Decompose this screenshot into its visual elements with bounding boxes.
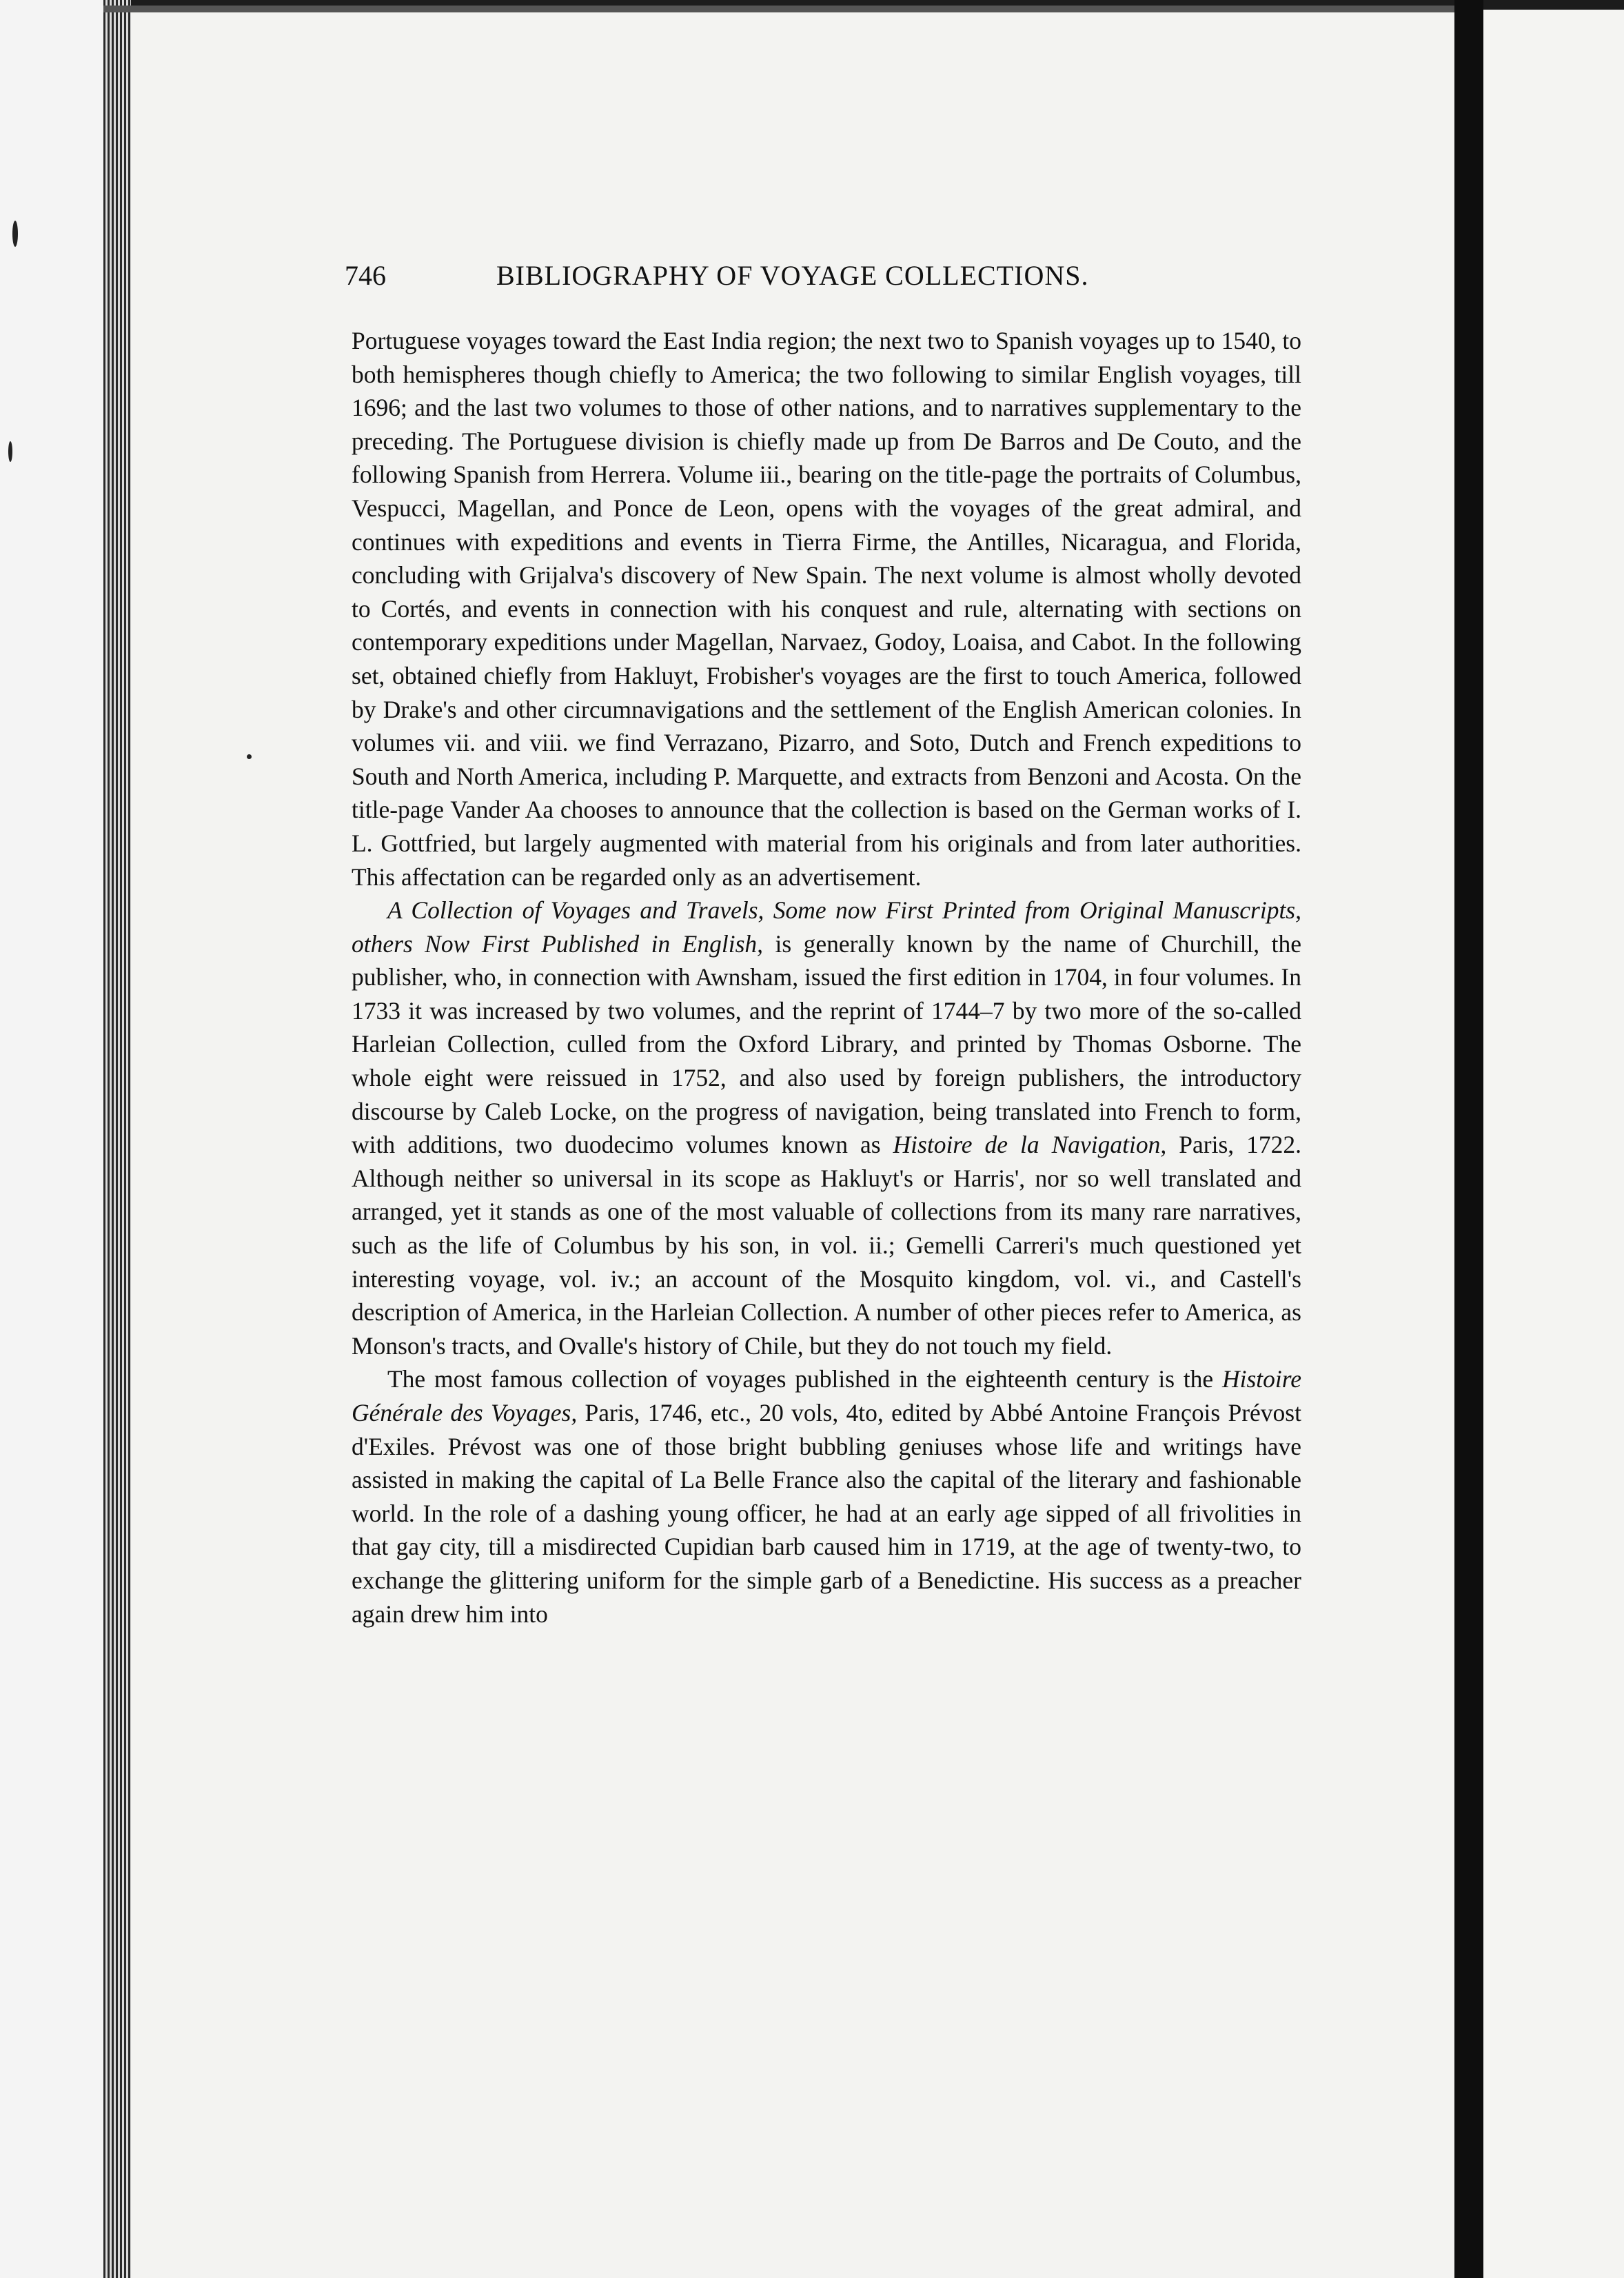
paragraph-2 [352,894,1301,1362]
facing-page-edge [1483,10,1624,2278]
paragraph-1: Portuguese voyages toward the East India region; the next two to Spanish voyages up to 1540, to both hemispheres though chiefly to America; the two following to similar English voyages, till 1696; and the last two volumes to those of other nations, and to narratives supplementary to the preceding. The Portuguese division is chiefly made up from De Barros and De Couto, and the following Spanish from Herrera. Volume iii., bearing on the title-page the portraits of Columbus, Vespucci, Magellan, and Ponce de Leon, opens with the voyages of the great admiral, and continues with expeditions and events in Tierra Firme, the Antilles, Nicaragua, and Florida, concluding with Grijalva's discovery of New Spain. The next volume is almost wholly devoted to Cortés, and events in connection with his conquest and rule, alternating with sections on contemporary expeditions under Magellan, Narvaez, Godoy, Loaisa, and Cabot. In the following set, obtained chiefly from Hakluyt, Frobisher's voyages are the first to touch America, followed by Drake's and other circumnavigations and the settlement of the English American colonies. In volumes vii. and viii. we find Verrazano, Pizarro, and Soto, Dutch and French expeditions to South and North America, including P. Marquette, and extracts from Benzoni and Acosta. On the title-page Vander Aa chooses to announce that the collection is based on the German works of I. L. Gottfried, but largely augmented with material from his originals and from later authorities. This affectation can be regarded only as an advertisement. [352,327,1301,891]
book-gutter [1454,0,1483,2278]
body-text [352,324,1301,1631]
paragraph-3-text-b: Paris, 1746, etc., 20 vols, 4to, edited by Abbé Antoine François Prévost d'Exiles. Prévost was one of those bright bubbling geniuses whose life and writings have assisted in making the capital of La Belle France also the capital of the literary and fashionable world. In the role of a dashing young officer, he had at an early age sipped of all frivolities in that gay city, till a misdirected Cupidian barb caused him in 1719, at the age of twenty-two, to exchange the glittering uniform for the simple garb of a Benedictine. His success as a preacher again drew him into [352,1399,1301,1628]
page-stack-edge [103,0,131,2278]
running-header [345,259,1296,303]
paragraph-2-text-b: Paris, 1722. Although neither so universal in its scope as Hakluyt's or Harris', nor so well translated and arranged, yet it stands as one of the most valuable of collections from its many rare narratives, such as the life of Columbus by his son, in vol. ii.; Gemelli Carreri's much questioned yet interesting voyage, vol. iv.; an account of the Mosquito kingdom, vol. vi., and Castell's description of America, in the Harleian Collection. A number of other pieces refer to America, as Monson's tracts, and Ovalle's history of Chile, but they do not touch my field. [352,1131,1301,1360]
page-number: 746 [345,260,386,291]
book-title-collection: A Collection of Voyages and Travels, Some now First Printed from Original Manuscripts, others Now First Published in English, [352,896,1301,958]
ink-speck [247,754,252,759]
paragraph-3-text-a: The most famous collection of voyages published in the eighteenth century is the [387,1365,1222,1393]
left-margin-strip [0,0,103,2278]
page-top-border [103,6,1454,12]
book-title-histoire-navigation: Histoire de la Navigation, [893,1131,1167,1159]
paragraph-3 [352,1362,1301,1631]
running-title: BIBLIOGRAPHY OF VOYAGE COLLECTIONS. [496,260,1089,291]
book-title-histoire-generale: Histoire Générale des Voyages, [352,1365,1301,1427]
margin-speck [8,441,12,462]
margin-speck [12,221,18,247]
paragraph-2-text-a: is generally known by the name of Churchill, the publisher, who, in connection with Awnsham, issued the first edition in 1704, in four volumes. In 1733 it was increased by two volumes, and the reprint of 1744–7 by two more of the so-called Harleian Collection, culled from the Oxford Library, and printed by Thomas Osborne. The whole eight were reissued in 1752, and also used by foreign publishers, the introductory discourse by Caleb Locke, on the progress of navigation, being translated into French to form, with additions, two duodecimo volumes known as [352,929,1301,1159]
